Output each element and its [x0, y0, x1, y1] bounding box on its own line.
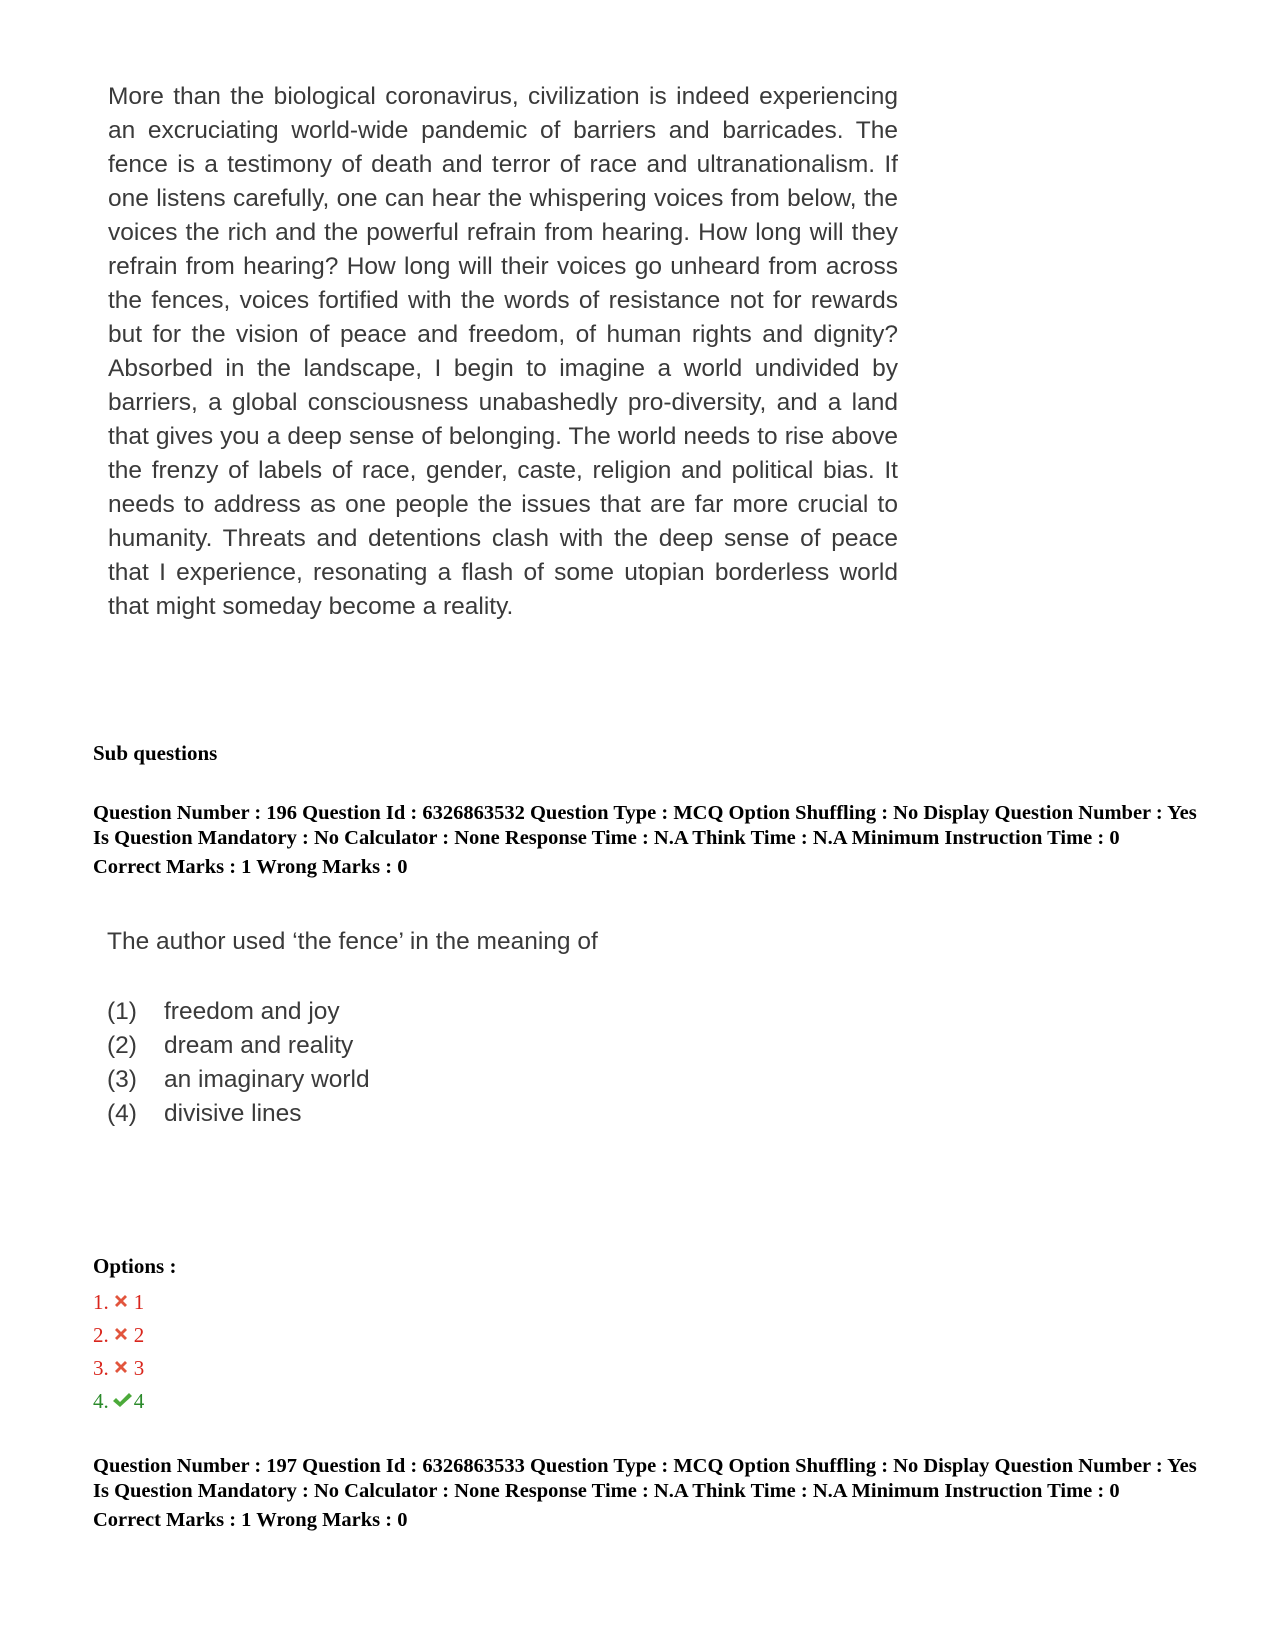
option-value: 3 [133, 1356, 145, 1380]
option-index: 3. [93, 1356, 109, 1380]
choice-2 [107, 1029, 370, 1063]
question-stem: The author used ‘the fence’ in the meaning of [107, 928, 598, 955]
question-marks: Correct Marks : 1 Wrong Marks : 0 [93, 1509, 408, 1531]
sub-questions-heading: Sub questions [93, 741, 218, 765]
question-197-meta [93, 1454, 1203, 1533]
options-heading: Options : [93, 1254, 177, 1278]
answer-choices [107, 995, 370, 1131]
option-3 [93, 1352, 144, 1385]
cross-icon [112, 1358, 130, 1376]
choice-1 [107, 995, 370, 1029]
option-index: 1. [93, 1290, 109, 1314]
choice-number: (1) [107, 998, 137, 1025]
question-marks: Correct Marks : 1 Wrong Marks : 0 [93, 856, 408, 878]
check-icon [112, 1391, 130, 1409]
option-value: 2 [133, 1323, 145, 1347]
choice-text: an imaginary world [164, 1066, 370, 1093]
choice-3 [107, 1063, 370, 1097]
choice-text: freedom and joy [164, 998, 340, 1025]
option-value: 4 [133, 1389, 145, 1413]
choice-number: (2) [107, 1032, 137, 1059]
choice-text: dream and reality [164, 1032, 354, 1059]
option-1 [93, 1286, 144, 1319]
cross-icon [112, 1292, 130, 1310]
choice-number: (4) [107, 1100, 137, 1127]
choice-number: (3) [107, 1066, 137, 1093]
option-index: 4. [93, 1389, 109, 1413]
reading-passage: More than the biological coronavirus, civilization is indeed experiencing an excruciating world-wide pandemic of barriers and barricades. The fence is a testimony of death and terror of race and ultranationalism. If one listens carefully, one can hear the whispering voices from below, the voices the rich and the powerful refrain from hearing. How long will they refrain from hearing? How long will their voices go unheard from across the fences, voices fortified with the words of resistance not for rewards but for the vision of peace and freedom, of human rights and dignity? Absorbed in the landscape, I begin to imagine a world undivided by barriers, a global consciousness unabashedly pro-diversity, and a land that gives you a deep sense of belonging. The world needs to rise above the frenzy of labels of race, gender, caste, religion and political bias. It needs to address as one people the issues that are far more crucial to humanity. Threats and detentions clash with the deep sense of peace that I experience, resonating a flash of some utopian borderless world that might someday become a reality. [108, 83, 898, 620]
option-2 [93, 1319, 144, 1352]
option-4 [93, 1385, 144, 1418]
options-list [93, 1286, 144, 1418]
question-196-meta [93, 801, 1203, 880]
question-meta-text: Question Number : 196 Question Id : 6326863532 Question Type : MCQ Option Shuffling : No Display Question Number : Yes Is Question Mandatory : No Calculator : None Response Time : N.A Think Time : N.A Minimum Instruction Time : 0 [93, 802, 1197, 849]
option-value: 1 [133, 1290, 145, 1314]
choice-text: divisive lines [164, 1100, 302, 1127]
question-meta-text: Question Number : 197 Question Id : 6326863533 Question Type : MCQ Option Shuffling : No Display Question Number : Yes Is Question Mandatory : No Calculator : None Response Time : N.A Think Time : N.A Minimum Instruction Time : 0 [93, 1455, 1197, 1502]
choice-4 [107, 1097, 370, 1131]
cross-icon [112, 1325, 130, 1343]
option-index: 2. [93, 1323, 109, 1347]
